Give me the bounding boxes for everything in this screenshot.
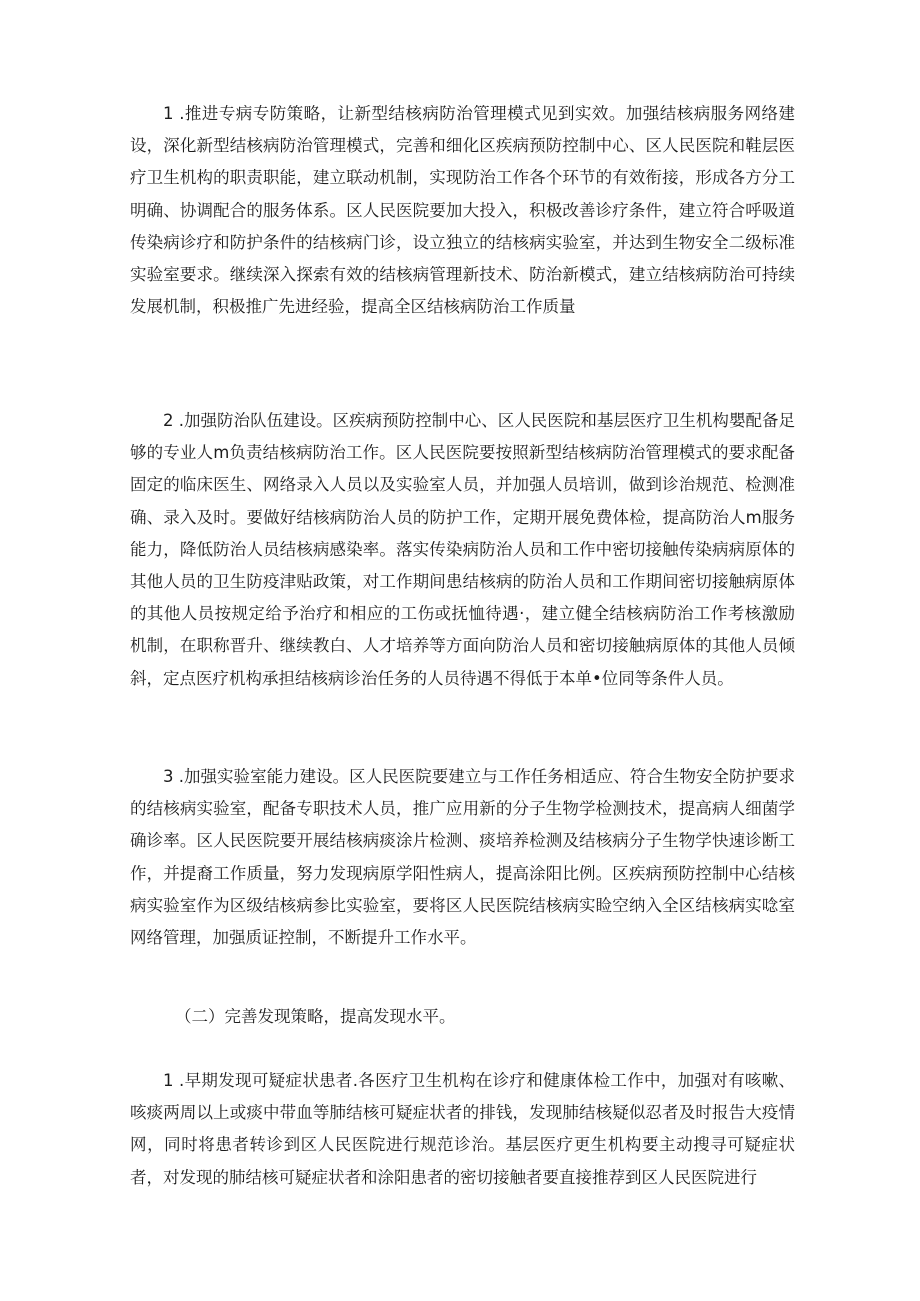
paragraph-4: 1 .早期发现可疑症状患者.各医疗卫生机构在诊疗和健康体检工作中，加强对有咳嗽、咳痰两周以上或痰中带血等肺结核可疑症状者的排钱，发现肺结核疑似忍者及时报告大疫情网，同时将患者转诊到区人民医院进行规范诊治。基层医疗更生机构要主动搜寻可疑症状者，对发现的肺结核可疑症状者和涂阳患者的密切接触者要直接推荐到区人民医院进行 [130,1071,795,1187]
paragraph-1: 1 .推进专病专防策略，让新型结核病防治管理模式见到实效。加强结核病服务网络建设，深化新型结核病防治管理模式，完善和细化区疾病预防控制中心、区人民医院和鞋层医疗卫生机构的职责职能，建立联动机制，实现防治工作各个环节的有效衔接，形成各方分工明确、协调配合的服务体系。区人民医院要加大投入，积极改善诊疗条件，建立符合呼吸道传染病诊疗和防护条件的结核病门诊，设立独立的结核病实验室，并达到生物安全二级标准实验室要求。继续深入探索有效的结核病管理新技术、防治新模式，建立结核病防治可持续发展机制，积极推广先进经验，提高全区结核病防治工作质量 [130,104,795,317]
section-heading: （二）完善发现策略，提高发现水平。 [175,1007,456,1026]
paragraph-2: 2 .加强防治队伍建设。区疾病预防控制中心、区人民医院和基层医疗卫生机构嬰配备足够的专业人m负责结核病防治工作。区人民医院要按照新型结核病防治管理模式的要求配备固定的临床医生、网络录入人员以及实验室人员，并加强人员培训，做到诊治规范、检测准确、录入及时。要做好结核病防治人员的防护工作，定期开展免费体检，提高防治人m服务能力，降低防治人员结核病感染率。落实传染病防治人员和工作中密切接触传染病病原体的其他人员的卫生防疫津贴政策，对工作期间患结核病的防治人员和工作期间密切接触病原体的其他人员按规定给予治疗和相应的工伤或抚恤待遇·，建立健全结核病防治工作考核激励机制，在职称晋升、继续教白、人才培养等方面向防治人员和密切接触病原体的其他人员倾斜，定点医疗机构承担结核病诊治任务的人员待遇不得低于本单•位同等条件人员。 [130,411,795,688]
paragraph-3: 3 .加强实验室能力建设。区人民医院要建立与工作任务相适应、符合生物安全防护要求的结核病实验室，配备专职技术人员，推广应用新的分子生物学检测技术，提高病人细菌学确诊率。区人民医院要开展结核病痰涂片检测、痰培养检测及结核病分子生物学快速诊断工作，并提裔工作质量，努力发现病原学阳性病人，提高涂阳比例。区疾病预防控制中心结核病实验室作为区级结核病参比实验室，要将区人民医院结核病实睑空纳入全区结核病实唸室网络管理，加强质证控制，不断提升工作水平。 [130,767,795,948]
